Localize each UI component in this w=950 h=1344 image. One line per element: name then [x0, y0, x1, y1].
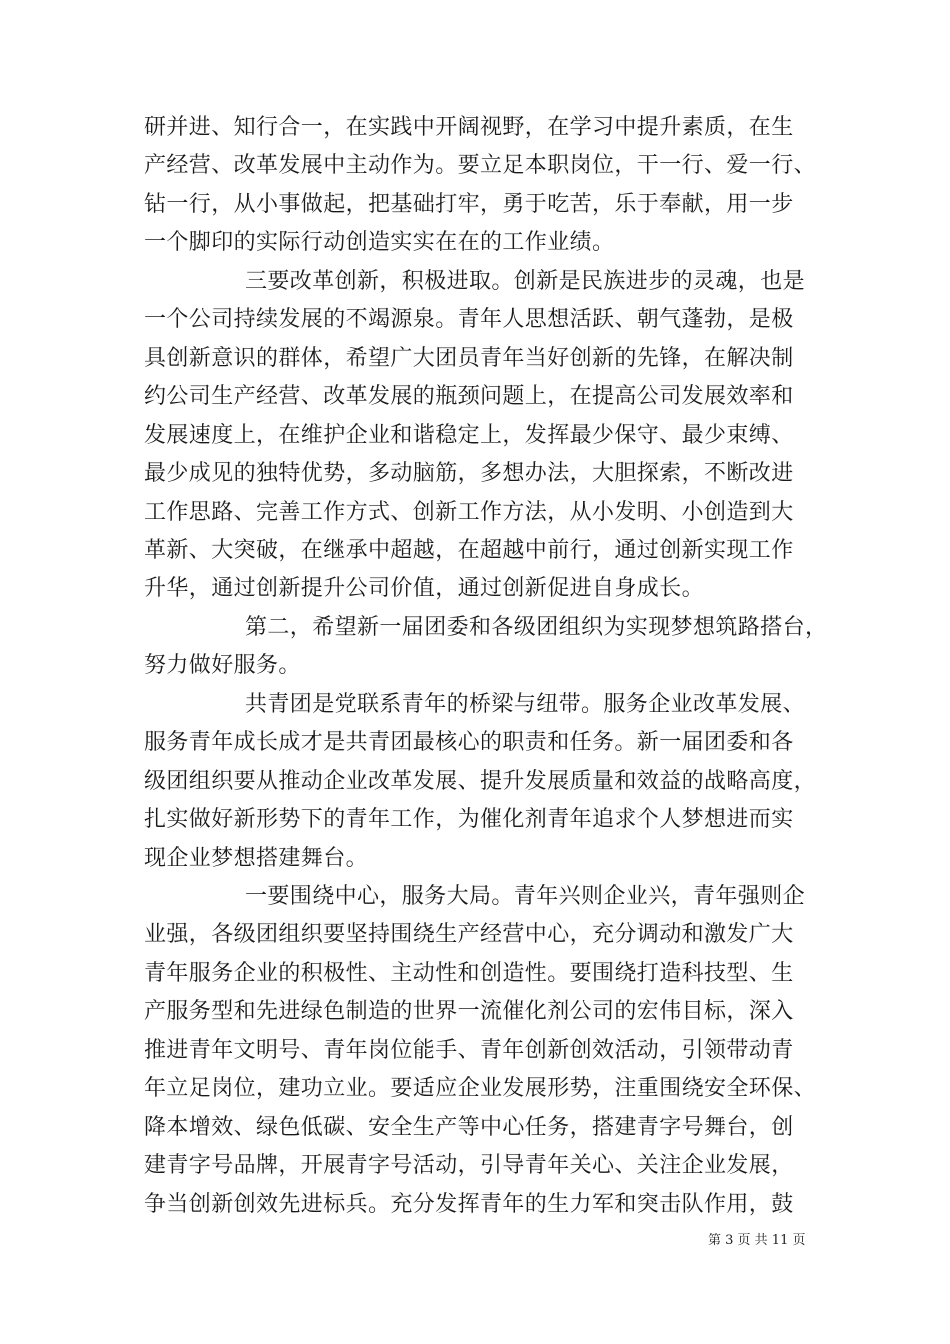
- text-line: 约公司生产经营、改革发展的瓶颈问题上，在提高公司发展效率和: [144, 384, 794, 409]
- text-line: 推进青年文明号、青年岗位能手、青年创新创效活动，引领带动青: [144, 1038, 794, 1063]
- text-line: 升华，通过创新提升公司价值，通过创新促进自身成长。: [144, 576, 705, 601]
- paragraph-first-line: 三要改革创新，积极进取。创新是民族进步的灵魂，也是: [245, 269, 806, 294]
- text-line: 建青字号品牌，开展青字号活动，引导青年关心、关注企业发展，: [144, 1153, 794, 1178]
- text-line: 发展速度上，在维护企业和谐稳定上，发挥最少保守、最少束缚、: [144, 423, 794, 448]
- paragraph-first-line: 共青团是党联系青年的桥梁与纽带。服务企业改革发展、: [245, 692, 806, 717]
- paragraph-first-line: 第二，希望新一届团委和各级团组织为实现梦想筑路搭台，: [245, 615, 828, 640]
- text-line: 钻一行，从小事做起，把基础打牢，勇于吃苦，乐于奉献，用一步: [144, 192, 794, 217]
- text-line: 产服务型和先进绿色制造的世界一流催化剂公司的宏伟目标，深入: [144, 999, 794, 1024]
- text-line: 降本增效、绿色低碳、安全生产等中心任务，搭建青字号舞台，创: [144, 1115, 794, 1140]
- text-line: 努力做好服务。: [144, 653, 301, 678]
- paragraph-first-line: 一要围绕中心，服务大局。青年兴则企业兴，青年强则企: [245, 884, 806, 909]
- text-line: 业强，各级团组织要坚持围绕生产经营中心，充分调动和激发广大: [144, 922, 794, 947]
- text-line: 现企业梦想搭建舞台。: [144, 846, 369, 871]
- text-line: 最少成见的独特优势，多动脑筋，多想办法，大胆探索，不断改进: [144, 461, 794, 486]
- page-number-footer: 第 3 页 共 11 页: [708, 1233, 806, 1248]
- text-line: 一个脚印的实际行动创造实实在在的工作业绩。: [144, 230, 615, 255]
- text-line: 革新、大突破，在继承中超越，在超越中前行，通过创新实现工作: [144, 538, 794, 563]
- text-line: 扎实做好新形势下的青年工作，为催化剂青年追求个人梦想进而实: [144, 807, 794, 832]
- text-line: 具创新意识的群体，希望广大团员青年当好创新的先锋，在解决制: [144, 346, 794, 371]
- text-line: 年立足岗位，建功立业。要适应企业发展形势，注重围绕安全环保、: [144, 1076, 817, 1101]
- text-line: 一个公司持续发展的不竭源泉。青年人思想活跃、朝气蓬勃，是极: [144, 307, 794, 332]
- text-line: 级团组织要从推动企业改革发展、提升发展质量和效益的战略高度，: [144, 769, 817, 794]
- text-line: 青年服务企业的积极性、主动性和创造性。要围绕打造科技型、生: [144, 961, 794, 986]
- text-line: 工作思路、完善工作方式、创新工作方法，从小发明、小创造到大: [144, 500, 794, 525]
- text-line: 研并进、知行合一，在实践中开阔视野，在学习中提升素质，在生: [144, 115, 794, 140]
- text-line: 产经营、改革发展中主动作为。要立足本职岗位，干一行、爱一行、: [144, 153, 817, 178]
- text-line: 争当创新创效先进标兵。充分发挥青年的生力军和突击队作用，鼓: [144, 1192, 794, 1217]
- text-line: 服务青年成长成才是共青团最核心的职责和任务。新一届团委和各: [144, 730, 794, 755]
